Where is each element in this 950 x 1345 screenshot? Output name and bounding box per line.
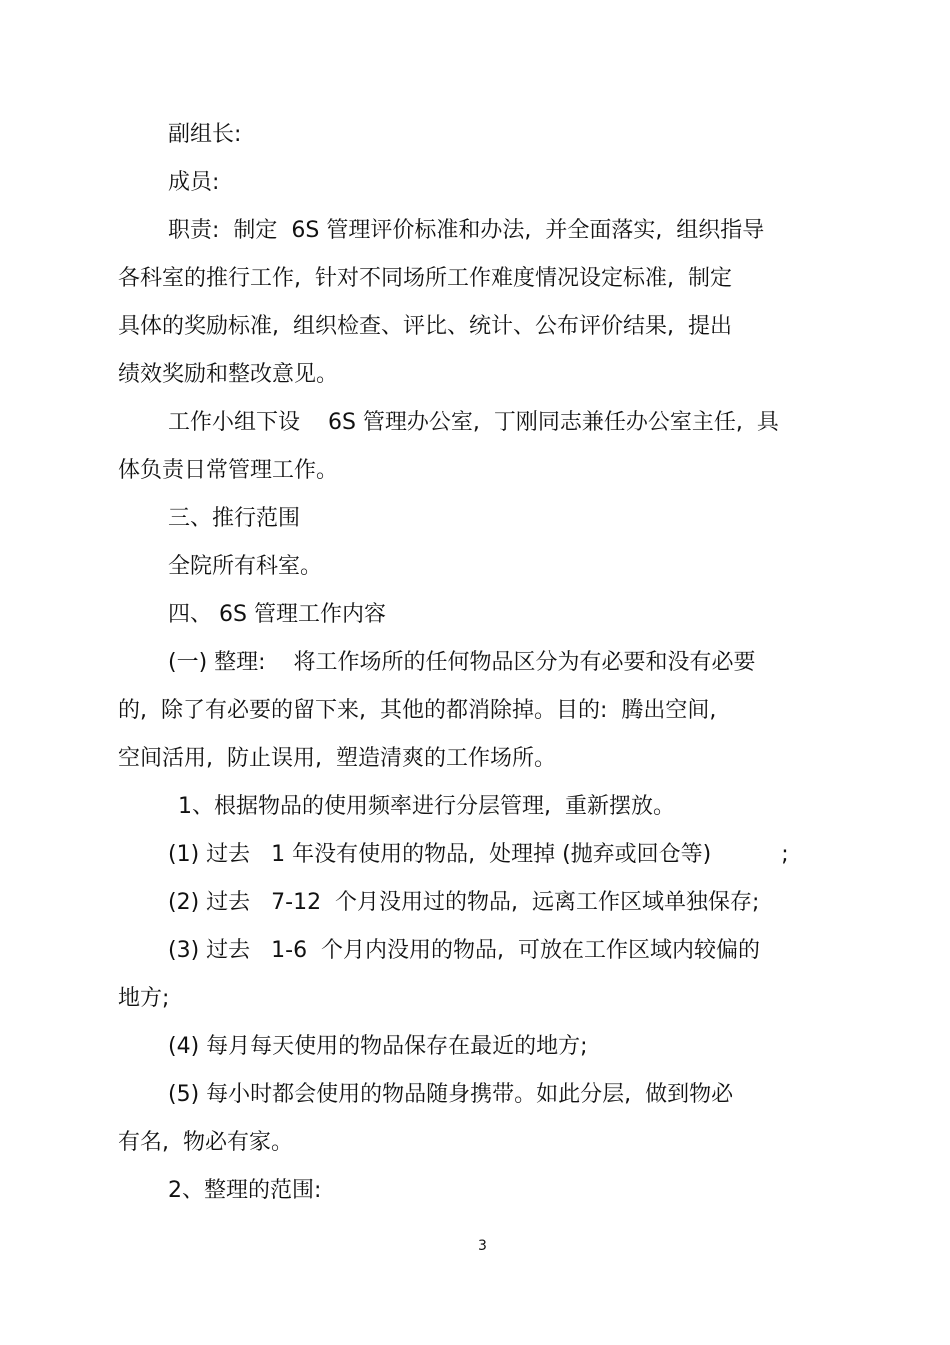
- list-item: (2) 过去 7-12 个月没用过的物品, 远离工作区域单独保存;: [168, 890, 760, 915]
- text-line: 全院所有科室。: [168, 554, 323, 579]
- list-item: 1、根据物品的使用频率进行分层管理, 重新摆放。: [178, 794, 675, 819]
- text-line: 的, 除了有必要的留下来, 其他的都消除掉。目的: 腾出空间,: [118, 698, 717, 723]
- text-line: 各科室的推行工作, 针对不同场所工作难度情况设定标准, 制定: [118, 266, 732, 291]
- text-line: 职责: 制定 6S 管理评价标准和办法, 并全面落实, 组织指导: [168, 218, 765, 243]
- section-heading: 三、推行范围: [168, 506, 301, 531]
- list-item: (5) 每小时都会使用的物品随身携带。如此分层, 做到物必: [168, 1082, 734, 1107]
- section-heading: 四、 6S 管理工作内容: [168, 602, 386, 627]
- text-line: 副组长:: [168, 122, 242, 147]
- list-item: (4) 每月每天使用的物品保存在最近的地方;: [168, 1034, 588, 1059]
- text-line: (一) 整理: 将工作场所的任何物品区分为有必要和没有必要: [168, 650, 756, 675]
- text-line: 有名, 物必有家。: [118, 1130, 293, 1155]
- page-number: 3: [478, 1238, 487, 1254]
- text-line: 空间活用, 防止误用, 塑造清爽的工作场所。: [118, 746, 556, 771]
- text-line: 工作小组下设 6S 管理办公室, 丁刚同志兼任办公室主任, 具: [168, 410, 779, 435]
- list-item: (3) 过去 1-6 个月内没用的物品, 可放在工作区域内较偏的: [168, 938, 761, 963]
- list-item: (1) 过去 1 年没有使用的物品, 处理掉 (抛弃或回仓等) ;: [168, 842, 789, 867]
- text-line: 地方;: [118, 986, 170, 1011]
- text-line: 成员:: [168, 170, 220, 195]
- text-line: 绩效奖励和整改意见。: [118, 362, 339, 387]
- text-line: 具体的奖励标准, 组织检查、评比、统计、公布评价结果, 提出: [118, 314, 732, 339]
- list-item: 2、整理的范围:: [168, 1178, 322, 1203]
- text-line: 体负责日常管理工作。: [118, 458, 339, 483]
